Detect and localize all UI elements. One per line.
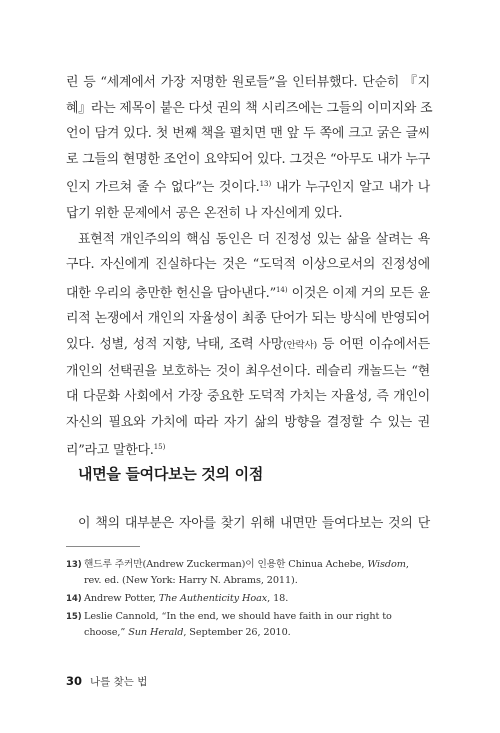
text-line: 자신의 필요와 가치에 따라 자기 삶의 방향을 결정할 수 있는 권: [66, 414, 430, 430]
footnote-number: 14): [66, 594, 82, 604]
text-line: 이 책의 대부분은 자아를 찾기 위해 내면만 들여다보는 것의 단: [78, 516, 430, 531]
text-line: [66, 435, 430, 464]
text-line: 대 다문화 사회에서 가장 중요한 도덕적 가치는 자율성, 즉 개인이: [66, 389, 430, 405]
text-line: 답기 위한 문제에서 공은 온전히 나 자신에게 있다.: [66, 205, 343, 221]
text-line: 표현적 개인주의의 핵심 동인은 더 진정성 있는 삶을 살려는 욕: [78, 231, 430, 247]
footnote-line: [84, 591, 436, 607]
page-number: 30: [66, 674, 83, 688]
footnote-title: Wisdom: [367, 559, 406, 570]
text-line: 린 등 “세계에서 가장 저명한 원로들”을 인터뷰했다. 단순히 『지: [66, 75, 430, 90]
footnote-text: choose,”: [84, 627, 129, 638]
footnote-ref-14: 14): [275, 285, 288, 294]
footnote-ref-15: 15): [153, 443, 166, 452]
footnote-line: [84, 557, 436, 573]
text-segment: 대한 우리의 충만한 헌신을 담아낸다.”: [66, 285, 276, 301]
footnote-line: Leslie Cannold, “In the end, we should have faith in our right to: [84, 611, 392, 622]
text-line: [66, 172, 430, 201]
running-title: 나를 찾는 법: [90, 676, 148, 688]
text-segment: 등 어떤 이슈에서든: [317, 336, 430, 352]
text-line: 로 그들의 현명한 조언이 요약되어 있다. 그것은 “아무도 내가 누구: [66, 151, 430, 167]
footnotes: [66, 557, 436, 641]
text-line: 혜』라는 제목이 붙은 다섯 권의 책 시리즈에는 그들의 이미지와 조: [66, 100, 433, 116]
footnote-text: Andrew Potter,: [84, 593, 159, 604]
footnote-text: , 18.: [267, 593, 289, 604]
text-line: [66, 278, 430, 307]
text-line: 개인의 선택권을 보호하는 것이 최우선이다. 레슬리 캐놀드는 “현: [66, 363, 430, 379]
footnote-title: Sun Herald: [128, 627, 184, 638]
footnote-line: rev. ed. (New York: Harry N. Abrams, 2011).: [84, 575, 298, 586]
footnote-number: 15): [66, 612, 82, 622]
section-heading: 내면을 들여다보는 것의 이점: [78, 465, 264, 483]
text-segment: 있다. 성별, 성적 지향, 낙태, 조력 사망: [66, 336, 284, 352]
text-segment: 내가 누구인지 알고 내가 나: [271, 180, 430, 196]
text-line: 리적 논쟁에서 개인의 자율성이 최종 단어가 되는 방식에 반영되어: [66, 311, 430, 327]
text-segment: (안락사): [283, 339, 318, 351]
footnote-divider: [66, 546, 140, 547]
page-footer: [66, 674, 147, 689]
footnote-number: 13): [66, 560, 82, 570]
text-segment: 인지 가르쳐 줄 수 없다”는 것이다.: [66, 180, 260, 196]
text-segment: 리”라고 말한다.: [66, 443, 154, 459]
body-text: [66, 70, 433, 464]
footnote-text: , September 26, 2010.: [183, 627, 291, 638]
footnote-15: [66, 609, 436, 641]
text-segment: 이것은 이제 거의 모든 윤: [287, 285, 430, 301]
body-text: [66, 511, 430, 537]
text-line: 언이 담겨 있다. 첫 번째 책을 펼치면 맨 앞 두 쪽에 크고 굵은 글씨: [66, 126, 430, 142]
text-line: 구다. 자신에게 진실하다는 것은 “도덕적 이상으로서의 진정성에: [66, 257, 430, 273]
footnote-13: [66, 557, 436, 589]
footnote-text: ,: [405, 559, 409, 570]
footnote-ref-13: 13): [259, 180, 272, 189]
footnote-title: The Authenticity Hoax: [158, 593, 268, 604]
text-line: [66, 332, 430, 359]
footnote-line: [84, 625, 436, 641]
footnote-14: [66, 591, 436, 607]
footnote-text: 핸드루 주커만(Andrew Zuckerman)이 인용한 Chinua Achebe,: [84, 559, 368, 570]
